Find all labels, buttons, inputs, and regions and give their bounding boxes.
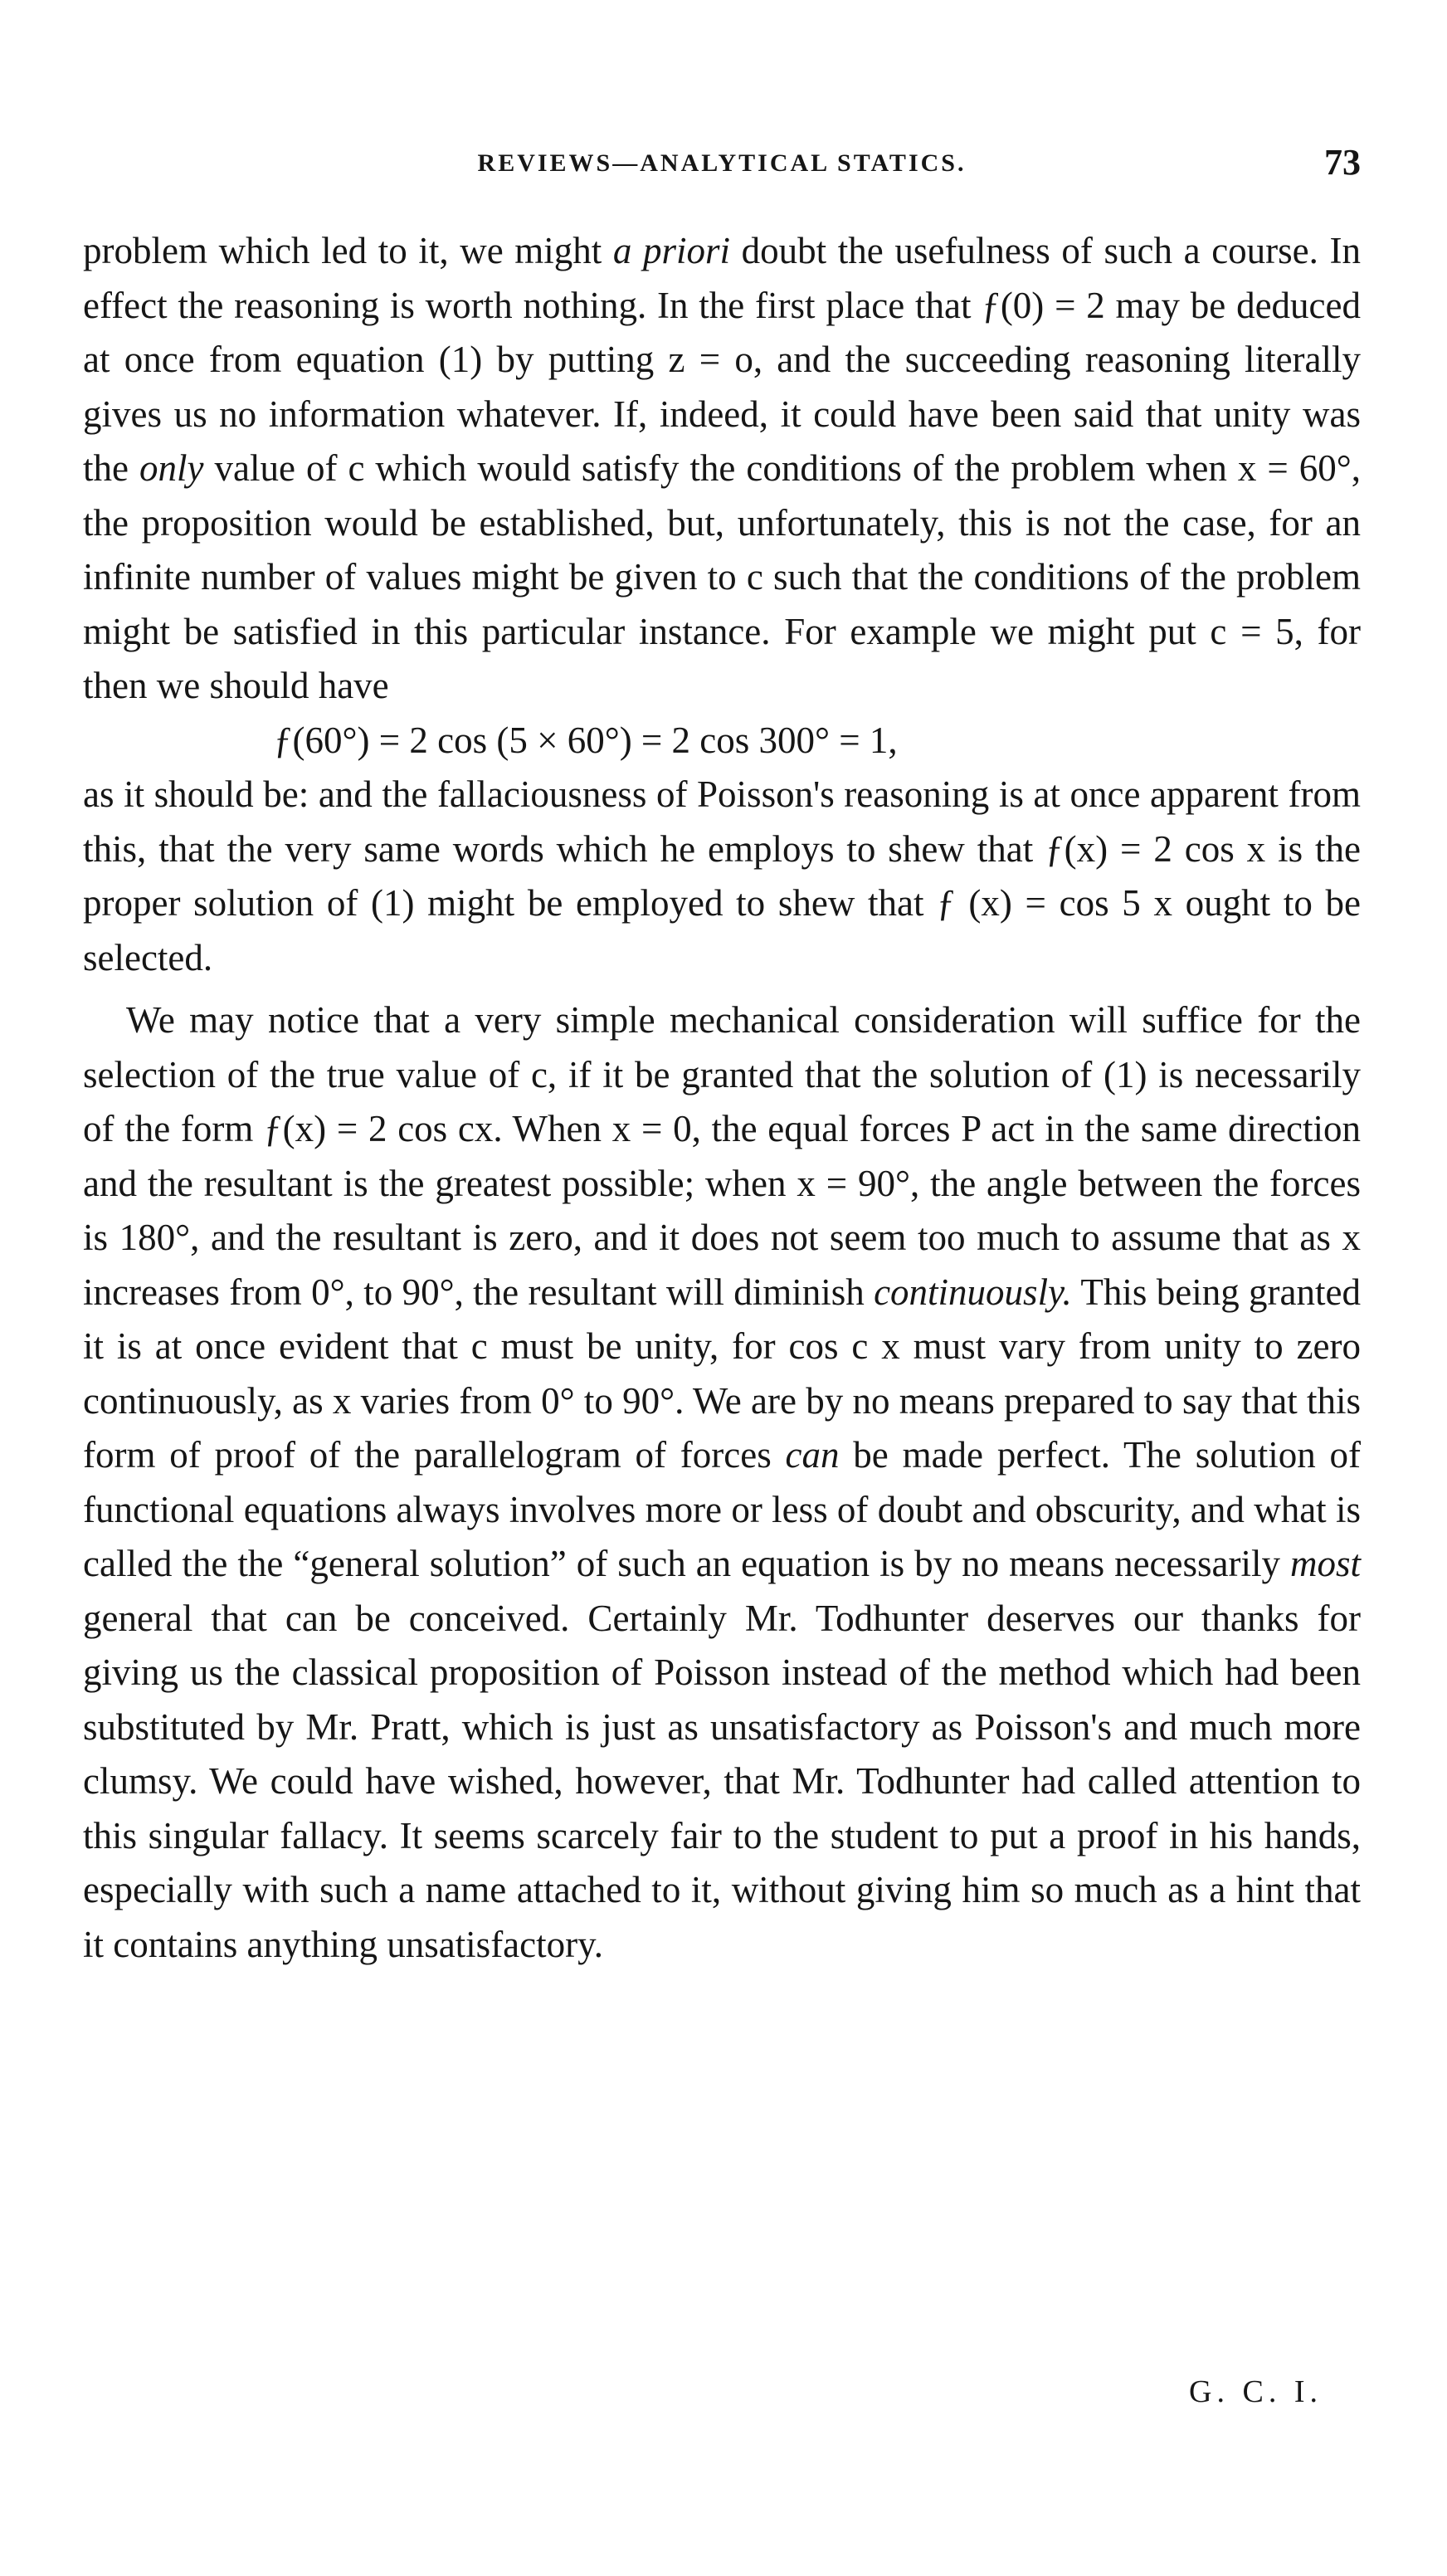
paragraph-2: as it should be: and the fallaciousness of Poisson's reasoning is at once apparent from this, that the very same words which he employs to shew that ƒ(x) = 2 cos x is the proper solution of (1) might be employed to shew that ƒ (x) = cos 5 x ought to be selected.	[83, 773, 1361, 978]
paragraph-3-text-b: This being granted it is at once evident that c must be unity, for cos c x must vary from unity to zero continuously, as x varies from 0° to 90°. We are by no means prepared to say that this form of proof of the parallelogram of forces	[83, 1271, 1361, 1476]
paragraph-3	[83, 993, 1361, 1972]
running-head: REVIEWS—ANALYTICAL STATICS.	[477, 149, 967, 177]
author-signature: G. C. I.	[1189, 2374, 1323, 2409]
paragraph-1-italic-a-priori: a priori	[612, 230, 731, 271]
paragraph-1-text-b: doubt the usefulness of such a course. In effect the reasoning is worth nothing. In the first place that ƒ(0) = 2 may be deduced at once from equation (1) by putting z = o, and the succeeding reasoning literally gives us no information whatever. If, indeed, it could have been said that unity was the	[83, 230, 1361, 489]
paragraph-3-italic-can: can	[785, 1434, 840, 1476]
paragraph-1-text-a: problem which led to it, we might	[83, 230, 613, 271]
paragraph-1-text-c: value of c which would satisfy the conditions of the problem when x = 60°, the proposition would be established, but, unfortunately, this is not the case, for an infinite number of values might be given to c such that the conditions of the problem might be satisfied in this particular instance. For example we might put c = 5, for then we should have	[83, 447, 1362, 706]
paragraph-3-text-d: general that can be conceived. Certainly Mr. Todhunter deserves our thanks for giving us the classical proposition of Poisson instead of the method which had been substituted by Mr. Pratt, which is just as unsatisfactory as Poisson's and much more clumsy. We could have wished, however, that Mr. Todhunter had called attention to this singular fallacy. It seems scarcely fair to the student to put a proof in his hands, especially with such a name attached to it, without giving him so much as a hint that it contains anything unsatisfactory.	[83, 1597, 1361, 1965]
paragraph-3-italic-most: most	[1289, 1543, 1361, 1584]
page-number: 73	[1324, 142, 1361, 183]
paragraph-1-italic-only: only	[139, 447, 204, 489]
paragraph-1	[83, 224, 1361, 714]
paragraph-3-text-a: We may notice that a very simple mechanical consideration will suffice for the selection of the true value of c, if it be granted that the solution of (1) is necessarily of the form ƒ(x) = 2 cos cx. When x = 0, the equal forces P act in the same direction and the resultant is the greatest possible; when x = 90°, the angle between the forces is 180°, and the resultant is zero, and it does not seem too much to assume that as x increases from 0°, to 90°, the resultant will diminish	[83, 999, 1361, 1313]
article-body	[83, 224, 1361, 1972]
page-header	[83, 141, 1361, 191]
equation-display: ƒ(60°) = 2 cos (5 × 60°) = 2 cos 300° = 1,	[274, 719, 898, 761]
paragraph-3-text-c: be made perfect. The solution of functional equations always involves more or less of doubt and obscurity, and what is called the the “general solution” of such an equation is by no means necessarily	[83, 1434, 1361, 1584]
paragraph-3-italic-continuously: continuously.	[874, 1271, 1072, 1313]
